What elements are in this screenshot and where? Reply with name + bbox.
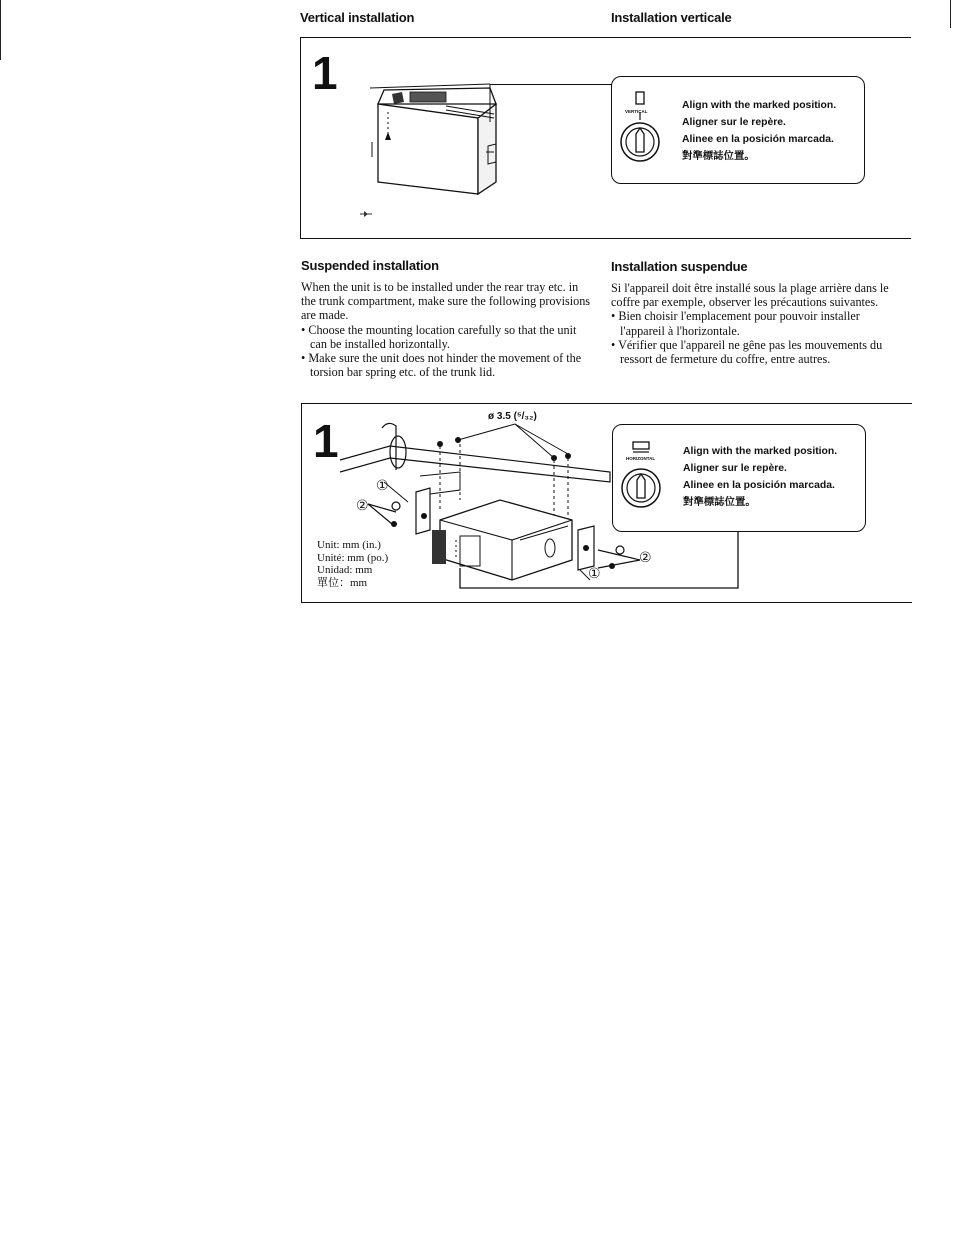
callout-line-fr: Aligner sur le repère.: [682, 117, 786, 128]
paragraph-intro-en: When the unit is to be installed under the rear tray etc. in the trunk compartment, make sure the following provisions are made.: [301, 280, 591, 323]
dial-label-vertical: VERTICAL: [625, 109, 648, 114]
page-edge-mark-left: [0, 0, 1, 60]
suspended-text-en: [301, 280, 591, 379]
bullet-fr-2: • Vérifier que l'appareil ne gêne pas les mouvements du ressort de fermeture du coffre, entre autres.: [611, 337, 883, 367]
dial-knob-icon-vertical: [616, 90, 668, 166]
callout-line-es: Alinee en la posición marcada.: [682, 134, 834, 145]
callout-connector-vertical: [490, 84, 612, 85]
callout-line-en: Align with the marked position.: [683, 446, 838, 457]
part-label-1-left: ①: [376, 478, 389, 494]
callout-text-vertical: [682, 97, 836, 165]
callout-line-zh: 對準標誌位置。: [683, 497, 756, 508]
small-arrow-mark: [360, 210, 374, 218]
heading-installation-verticale: Installation verticale: [611, 10, 732, 25]
part-label-2-right: ②: [639, 550, 652, 566]
heading-vertical-installation: Vertical installation: [300, 10, 415, 25]
dial-label-horizontal: HORIZONTAL: [626, 456, 656, 461]
part-label-2-left: ②: [356, 498, 369, 514]
suspended-text-fr: [611, 281, 903, 366]
paragraph-intro-fr: Si l'appareil doit être installé sous la plage arrière dans le coffre par exemple, observer les précautions suivantes.: [611, 281, 889, 310]
units-note: [317, 539, 388, 589]
callout-line-en: Align with the marked position.: [682, 100, 837, 111]
unit-line-en: Unit: mm (in.): [317, 539, 381, 551]
bullet-en-2: • Make sure the unit does not hinder the movement of the torsion bar spring etc. of the trunk lid.: [301, 351, 582, 380]
callout-line-es: Alinee en la posición marcada.: [683, 480, 835, 491]
dial-knob-icon-horizontal: [617, 440, 669, 512]
heading-suspended-installation: Suspended installation: [301, 258, 439, 273]
unit-line-fr: Unité: mm (po.): [317, 551, 389, 564]
page-edge-mark-right: [950, 0, 951, 28]
bullet-fr-1: • Bien choisir l'emplacement pour pouvoir installer l'appareil à l'horizontale.: [611, 309, 860, 338]
part-label-1-right: ①: [588, 566, 601, 582]
bullet-en-1: • Choose the mounting location carefully so that the unit can be installed horizontally.: [301, 322, 577, 351]
callout-line-zh: 對準標誌位置。: [682, 151, 755, 162]
step-number-vertical: 1: [312, 47, 338, 99]
unit-line-es: Unidad: mm: [317, 564, 373, 576]
callout-text-suspended: [683, 443, 837, 511]
step-number-suspended: 1: [313, 415, 339, 467]
vertical-unit-illustration: [370, 82, 515, 227]
callout-line-fr: Aligner sur le repère.: [683, 463, 787, 474]
unit-line-zh: 單位：mm: [317, 576, 368, 589]
heading-installation-suspendue: Installation suspendue: [611, 259, 748, 274]
screw-size-label: ø 3.5 (⁵/₃₂): [488, 411, 537, 422]
